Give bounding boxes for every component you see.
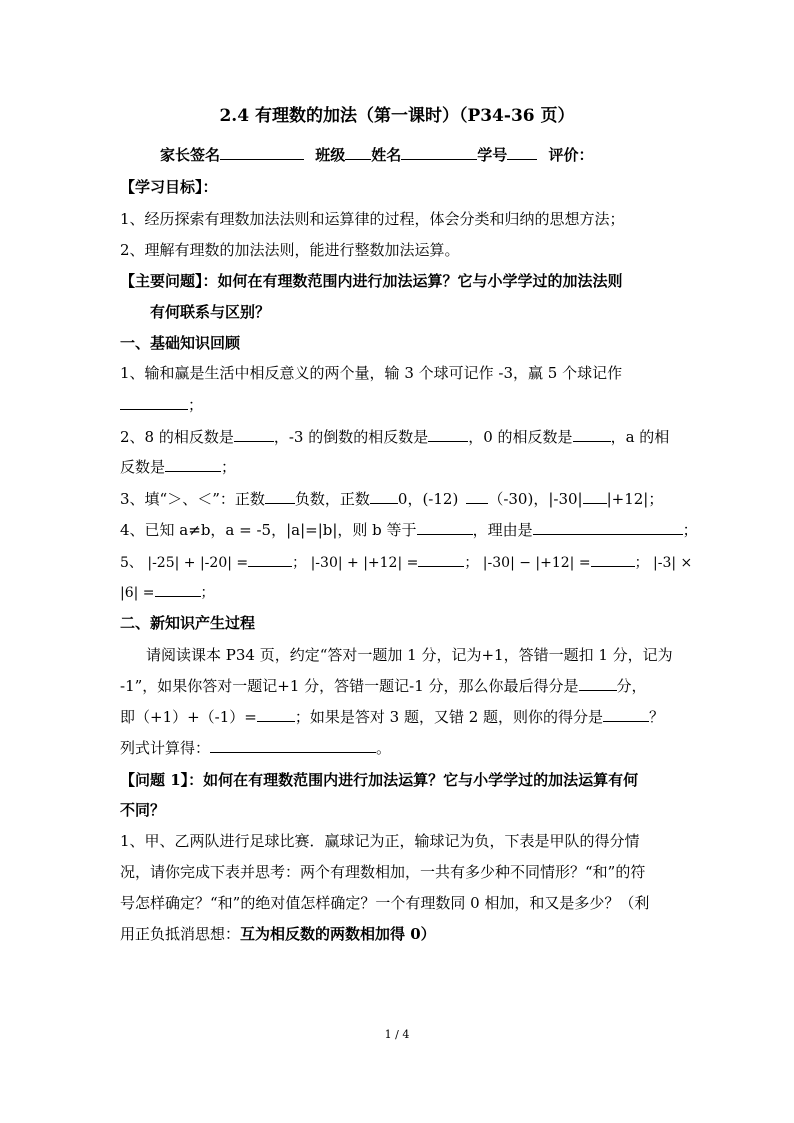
- question-text: 5、 |-25| + |-20| =: [120, 555, 249, 571]
- answer-blank[interactable]: [591, 552, 635, 567]
- student-number-blank[interactable]: [507, 145, 537, 160]
- question-1: 1、输和赢是生活中相反意义的两个量，输 3 个球可记作 -3，赢 5 个球记作: [120, 364, 623, 382]
- answer-blank[interactable]: [155, 582, 201, 597]
- question-2-cont: [120, 457, 680, 477]
- main-question-line: 【主要问题】：如何在有理数范围内进行加法运算？它与小学学过的加法法则: [120, 272, 623, 290]
- question-text: ； |-30| + |+12| =: [292, 555, 419, 571]
- evaluation-label: 评价：: [548, 146, 594, 164]
- question-text: ，a 的相: [610, 428, 670, 446]
- punctuation: ；: [200, 585, 215, 601]
- section1-heading: 一、基础知识回顾: [120, 334, 241, 352]
- answer-blank[interactable]: [418, 552, 464, 567]
- question-text: 3、填“＞、＜”：正数: [120, 490, 265, 508]
- question-text: 2、8 的相反数是: [120, 428, 234, 446]
- objective-item: 1、经历探索有理数加法法则和运算律的过程，体会分类和归纳的思想方法；: [120, 210, 625, 228]
- question-text: |6| =: [120, 585, 155, 601]
- answer-blank[interactable]: [466, 489, 488, 504]
- answer-blank[interactable]: [234, 427, 274, 442]
- name-blank[interactable]: [401, 145, 477, 160]
- question-text-bold: 互为相反数的两数相加得 0）: [240, 925, 436, 943]
- section2-paragraph: [120, 738, 680, 758]
- answer-blank[interactable]: [583, 489, 607, 504]
- question-text: ，-3 的倒数的相反数是: [273, 428, 429, 446]
- paragraph-text: 即（+1）+（-1）=: [120, 708, 257, 726]
- problem1-heading: 不同？: [120, 801, 166, 819]
- question-text: 反数是: [120, 458, 166, 476]
- name-label: 姓名: [371, 146, 402, 164]
- class-blank[interactable]: [345, 145, 371, 160]
- answer-blank[interactable]: [248, 552, 292, 567]
- problem1-heading: 【问题 1】：如何在有理数范围内进行加法运算？它与小学学过的加法运算有何: [120, 771, 639, 789]
- question-text: ，0 的相反数是: [468, 428, 573, 446]
- question-text: |+12|；: [606, 490, 664, 508]
- section2-heading: 二、新知识产生过程: [120, 614, 256, 632]
- problem1-question: 号怎样确定？“和”的绝对值怎样确定？一个有理数同 0 相加，和又是多少？（利: [120, 894, 650, 912]
- question-1-answer-line: [120, 395, 680, 415]
- paragraph-text: ？: [649, 708, 665, 726]
- question-text: ； |-3| ×: [634, 555, 693, 571]
- question-text: （-30)，|-30|: [488, 490, 583, 508]
- question-text: ； |-30| − |+12| =: [464, 555, 591, 571]
- section2-paragraph: 请阅读课本 P34 页，约定“答对一题加 1 分，记为+1，答错一题扣 1 分，记为: [146, 646, 673, 664]
- paragraph-text: 分，: [616, 677, 647, 695]
- question-text: 负数，正数: [294, 490, 370, 508]
- question-text: 4、已知 a≠b，a = -5，|a|=|b|，则 b 等于: [120, 521, 417, 539]
- question-5: [120, 552, 693, 573]
- punctuation: ；: [682, 521, 698, 539]
- answer-blank[interactable]: [120, 395, 188, 410]
- answer-blank[interactable]: [370, 489, 398, 504]
- student-number-label: 学号: [477, 146, 508, 164]
- problem1-question: 1、甲、乙两队进行足球比赛．赢球记为正，输球记为负，下表是甲队的得分情: [120, 832, 640, 850]
- punctuation: ；: [221, 458, 237, 476]
- question-2: [120, 427, 680, 447]
- question-5-cont: [120, 582, 680, 603]
- question-text: 0，(-12): [397, 490, 459, 508]
- class-label: 班级: [315, 146, 346, 164]
- page-number: 1 / 4: [384, 1028, 410, 1041]
- section2-paragraph: [120, 676, 680, 696]
- answer-blank[interactable]: [165, 457, 221, 472]
- signature-line: [160, 145, 720, 165]
- answer-blank[interactable]: [579, 676, 617, 691]
- problem1-question: 况，请你完成下表并思考：两个有理数相加，一共有多少种不同情形？“和”的符: [120, 863, 646, 881]
- paragraph-text: -1”，如果你答对一题记+1 分，答错一题记-1 分，那么你最后得分是: [120, 677, 579, 695]
- objectives-heading: 【学习目标】：: [120, 178, 218, 196]
- answer-blank[interactable]: [428, 427, 468, 442]
- question-text: ，理由是: [472, 521, 533, 539]
- answer-blank[interactable]: [210, 738, 376, 753]
- answer-blank[interactable]: [603, 707, 649, 722]
- paragraph-text: 列式计算得：: [120, 739, 211, 757]
- answer-blank[interactable]: [265, 489, 295, 504]
- answer-blank[interactable]: [417, 520, 473, 535]
- question-3: [120, 489, 680, 509]
- paragraph-text: 。: [376, 739, 392, 757]
- objective-item: 2、理解有理数的加法法则，能进行整数加法运算。: [120, 241, 460, 259]
- page-title: 2.4 有理数的加法（第一课时）（P34-36 页）: [219, 106, 575, 126]
- answer-blank[interactable]: [257, 707, 295, 722]
- paragraph-text: ；如果是答对 3 题，又错 2 题，则你的得分是: [294, 708, 604, 726]
- section2-paragraph: [120, 707, 680, 727]
- problem1-question: [120, 924, 680, 944]
- question-4: [120, 520, 698, 540]
- question-text: 用正负抵消思想：: [120, 925, 241, 943]
- main-question-line: 有何联系与区别？: [150, 303, 271, 321]
- parent-signature-label: 家长签名: [160, 146, 221, 164]
- answer-blank[interactable]: [533, 520, 683, 535]
- answer-blank[interactable]: [573, 427, 611, 442]
- parent-signature-blank[interactable]: [220, 145, 304, 160]
- punctuation: ；: [188, 396, 204, 414]
